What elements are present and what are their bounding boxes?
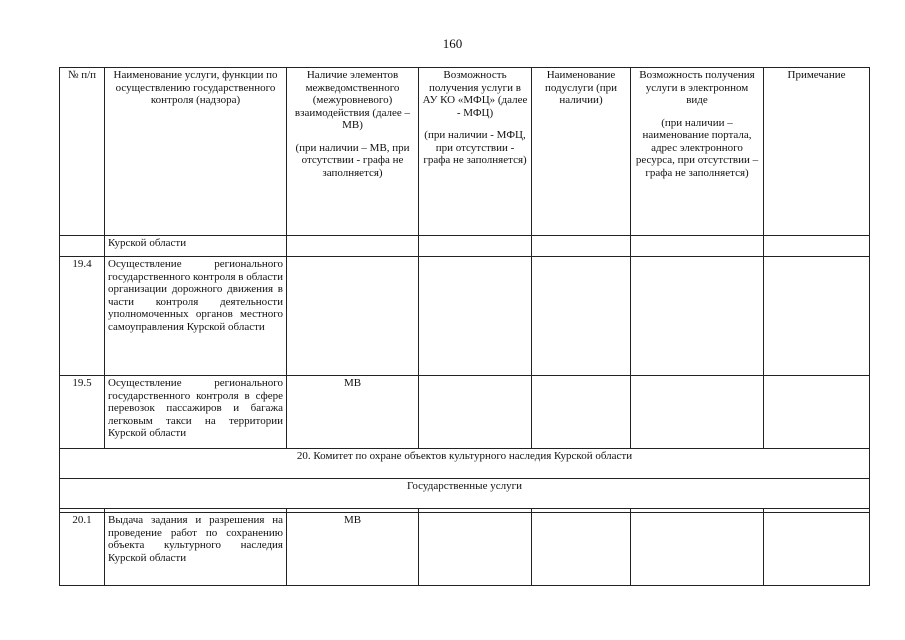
services-registry-table	[59, 67, 870, 586]
cell-service-name: Выдача задания и разрешения на проведение работ по сохранению объекта культурного наследия Курской области	[105, 513, 287, 586]
header-mv-note: (при наличии – МВ, при отсутствии - графа не заполняется)	[295, 141, 410, 179]
cell-service-name: Курской области	[105, 236, 287, 257]
cell-mfc	[419, 236, 532, 257]
cell-mfc	[419, 257, 532, 376]
header-electronic-note: (при наличии – наименование портала, адрес электронного ресурса, при отсутствии – графа не заполняется)	[635, 116, 759, 179]
cell-subservice	[532, 236, 631, 257]
table-row	[60, 376, 870, 449]
cell-electronic	[631, 236, 764, 257]
header-service: Наименование услуги, функции по осуществлению государственного контроля (надзора)	[105, 68, 287, 236]
cell-electronic	[631, 376, 764, 449]
section-title: 20. Комитет по охране объектов культурного наследия Курской области	[60, 449, 870, 479]
cell-electronic	[631, 257, 764, 376]
header-mfc: Возможность получения услуги в АУ КО «МФЦ» (далее - МФЦ) (при наличии - МФЦ, при отсутствии - графа не заполняется)	[419, 68, 532, 236]
cell-electronic	[631, 513, 764, 586]
cell-service-name: Осуществление регионального государственного контроля в области организации дорожного движения в части контроля деятельности уполномоченных органов местного самоуправления Курской области	[105, 257, 287, 376]
header-num: № п/п	[60, 68, 105, 236]
cell-subservice	[532, 257, 631, 376]
cell-num: 19.4	[60, 257, 105, 376]
cell-mv: МВ	[287, 376, 419, 449]
cell-mv	[287, 257, 419, 376]
page-number: 160	[442, 36, 463, 51]
header-mfc-note: (при наличии - МФЦ, при отсутствии - графа не заполняется)	[423, 129, 527, 166]
header-subservice: Наименование подуслуги (при наличии)	[532, 68, 631, 236]
cell-subservice	[532, 513, 631, 586]
cell-mfc	[419, 513, 532, 586]
cell-remark	[764, 376, 870, 449]
cell-remark	[764, 513, 870, 586]
cell-mv	[287, 236, 419, 257]
cell-num: 20.1	[60, 513, 105, 586]
table-row	[60, 257, 870, 376]
header-remark: Примечание	[764, 68, 870, 236]
header-electronic: Возможность получения услуги в электронном виде (при наличии – наименование портала, адрес электронного ресурса, при отсутствии – графа не заполняется)	[631, 68, 764, 236]
cell-num: 19.5	[60, 376, 105, 449]
cell-service-name: Осуществление регионального государственного контроля в сфере перевозок пассажиров и багажа легковым такси на территории Курской области	[105, 376, 287, 449]
table-row	[60, 513, 870, 586]
cell-remark	[764, 257, 870, 376]
cell-subservice	[532, 376, 631, 449]
cell-num	[60, 236, 105, 257]
cell-remark	[764, 236, 870, 257]
subsection-row	[60, 479, 870, 509]
subsection-title: Государственные услуги	[60, 479, 870, 509]
section-row	[60, 449, 870, 479]
cell-mfc	[419, 376, 532, 449]
table-header-row	[60, 68, 870, 236]
table-row	[60, 236, 870, 257]
header-mv: Наличие элементов межведомственного (межуровневого) взаимодействия (далее – МВ) (при наличии – МВ, при отсутствии - графа не заполняется)	[287, 68, 419, 236]
cell-mv: МВ	[287, 513, 419, 586]
